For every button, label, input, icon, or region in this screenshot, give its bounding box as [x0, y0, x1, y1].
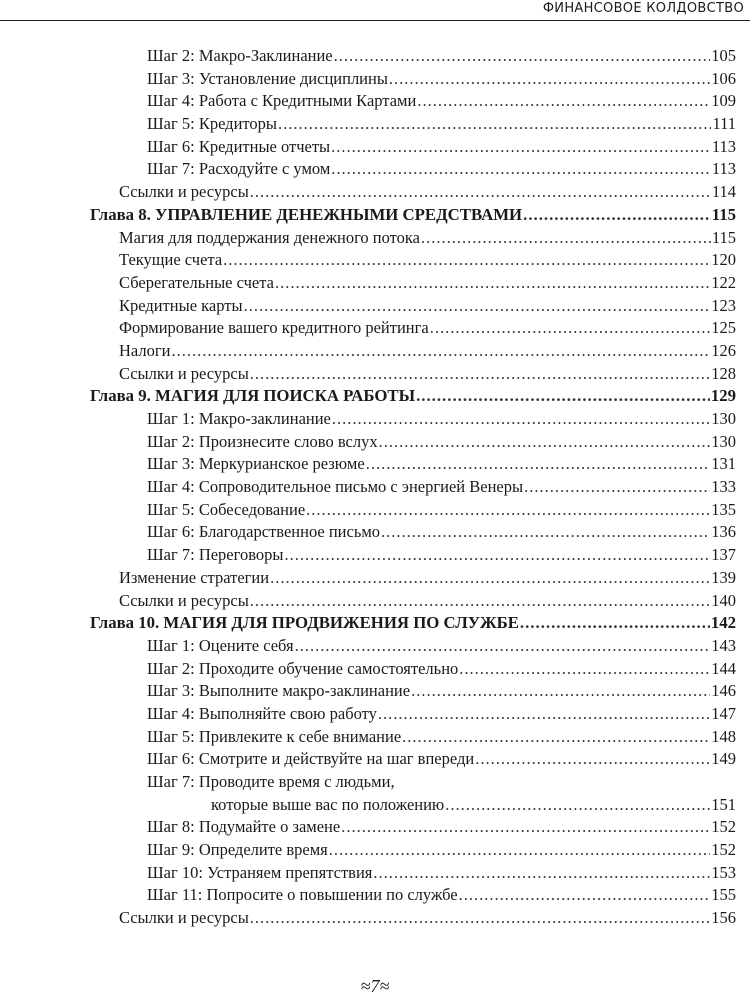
toc-entry-label: Шаг 9: Определите время	[147, 840, 328, 860]
dot-leader	[223, 249, 710, 272]
dot-leader	[244, 295, 711, 318]
dot-leader	[250, 363, 710, 386]
toc-entry-row	[0, 839, 750, 862]
toc-entry-row	[0, 544, 750, 567]
toc-entry-row	[0, 476, 750, 499]
toc-entry-row	[0, 726, 750, 749]
toc-entry-row	[0, 408, 750, 431]
toc-entry-row	[0, 680, 750, 703]
dot-leader	[270, 567, 710, 590]
dot-leader	[417, 90, 710, 113]
toc-page-number: 131	[711, 454, 736, 474]
toc-entry-label: Шаг 7: Расходуйте с умом	[147, 159, 331, 179]
toc-entry-label: Шаг 4: Сопроводительное письмо с энергией Венеры	[147, 477, 524, 497]
toc-page-number: 109	[711, 91, 736, 111]
dot-leader	[332, 408, 710, 431]
dot-leader	[373, 862, 710, 885]
toc-entry-label: Шаг 4: Работа с Кредитными Картами	[147, 91, 417, 111]
toc-entry-label: Шаг 3: Выполните макро-заклинание	[147, 681, 411, 701]
dot-leader	[331, 136, 711, 159]
toc-page-number: 122	[711, 272, 736, 292]
toc-page-number: 152	[711, 817, 736, 837]
dot-leader	[445, 794, 710, 817]
dot-leader	[430, 317, 711, 340]
dot-leader	[306, 499, 710, 522]
toc-entry-row	[0, 453, 750, 476]
toc-entry-row	[0, 113, 750, 136]
toc-page-number: 140	[711, 590, 736, 610]
toc-entry-label: Шаг 11: Попросите о повышении по службе	[147, 885, 458, 905]
toc-entry-label: Шаг 10: Устраняем препятствия	[147, 862, 373, 882]
toc-page-number: 113	[711, 136, 736, 156]
toc-entry-row	[0, 907, 750, 930]
toc-page-number: 146	[711, 681, 736, 701]
toc-entry-label: Кредитные карты	[119, 295, 243, 315]
toc-entry-label: Глава 9. МАГИЯ ДЛЯ ПОИСКА РАБОТЫ	[90, 386, 416, 406]
toc-page-number: 139	[711, 567, 736, 587]
toc-page-number: 135	[711, 499, 736, 519]
toc-page-number: 106	[711, 68, 736, 88]
toc-entry-row	[0, 68, 750, 91]
toc-entry-label: Магия для поддержания денежного потока	[119, 227, 420, 247]
dot-leader	[524, 476, 710, 499]
toc-entry-label: Формирование вашего кредитного рейтинга	[119, 318, 429, 338]
toc-entry-label: Глава 8. УПРАВЛЕНИЕ ДЕНЕЖНЫМИ СРЕДСТВАМИ	[90, 204, 523, 224]
toc-entry-row	[0, 363, 750, 386]
dot-leader	[378, 703, 710, 726]
toc-entry-row	[0, 431, 750, 454]
toc-entry-row	[0, 635, 750, 658]
toc-entry-row	[0, 862, 750, 885]
toc-entry-row	[0, 45, 750, 68]
toc-page-number: 130	[711, 431, 736, 451]
toc-entry-row	[0, 272, 750, 295]
dot-leader	[475, 748, 710, 771]
toc-entry-label: Текущие счета	[119, 250, 223, 270]
toc-entry-row	[0, 340, 750, 363]
toc-page-number: 113	[711, 159, 736, 179]
toc-entry-row	[0, 499, 750, 522]
dot-leader	[459, 884, 711, 907]
toc-entry-label: Шаг 4: Выполняйте свою работу	[147, 703, 377, 723]
toc-page-number: 149	[711, 749, 736, 769]
toc-page-number: 143	[711, 635, 736, 655]
toc-entry-label: Шаг 1: Оцените себя	[147, 635, 294, 655]
toc-chapter-row	[0, 385, 750, 408]
toc-page-number: 153	[711, 862, 736, 882]
toc-entry-label: Шаг 1: Макро-заклинание	[147, 409, 331, 428]
toc-entry-row	[0, 771, 750, 794]
toc-entry-row	[0, 249, 750, 272]
dot-leader	[523, 204, 711, 227]
toc-page-number: 155	[711, 885, 736, 905]
dot-leader	[416, 385, 710, 408]
dot-leader	[329, 839, 710, 862]
toc-entry-row	[0, 317, 750, 340]
toc-entry-label: Ссылки и ресурсы	[119, 908, 249, 928]
dot-leader	[379, 431, 711, 454]
dot-leader	[459, 658, 710, 681]
toc-page-number: 114	[711, 182, 736, 202]
toc-entry-label: Шаг 2: Макро-Заклинание	[147, 46, 333, 65]
toc-entry-row	[0, 658, 750, 681]
toc-entry-row	[0, 158, 750, 181]
toc-page-number: 147	[711, 703, 736, 723]
toc-page-number: 120	[711, 250, 736, 270]
table-of-contents	[0, 45, 750, 930]
toc-entry-label: Сберегательные счета	[119, 272, 274, 292]
toc-entry-label: которые выше вас по положению	[211, 794, 445, 814]
toc-page-number: 115	[711, 204, 736, 224]
toc-chapter-row	[0, 612, 750, 635]
dot-leader	[331, 158, 711, 181]
toc-page-number: 126	[711, 340, 736, 360]
dot-leader	[411, 680, 710, 703]
toc-page-number: 125	[711, 318, 736, 338]
dot-leader	[250, 181, 711, 204]
dot-leader	[295, 635, 711, 658]
toc-entry-label: Шаг 5: Кредиторы	[147, 114, 277, 134]
toc-chapter-row	[0, 204, 750, 227]
toc-entry-row	[0, 794, 750, 817]
toc-entry-label: Шаг 3: Установление дисциплины	[147, 68, 388, 88]
dot-leader	[250, 907, 710, 930]
toc-entry-label: Шаг 2: Произнесите слово вслух	[147, 431, 378, 451]
toc-page-number: 148	[711, 726, 736, 746]
toc-page-number: 137	[711, 545, 736, 565]
toc-entry-row	[0, 521, 750, 544]
toc-entry-row	[0, 703, 750, 726]
dot-leader	[520, 612, 710, 635]
toc-entry-label: Ссылки и ресурсы	[119, 363, 249, 383]
dot-leader	[421, 227, 711, 250]
toc-page-number: 151	[711, 794, 736, 814]
toc-entry-row	[0, 567, 750, 590]
toc-page-number: 129	[710, 386, 736, 406]
dot-leader	[341, 816, 710, 839]
toc-entry-row	[0, 295, 750, 318]
toc-page-number: 142	[710, 613, 736, 633]
toc-entry-label: Шаг 2: Проходите обучение самостоятельно	[147, 658, 459, 678]
toc-entry-label: Шаг 6: Благодарственное письмо	[147, 522, 381, 542]
toc-entry-label: Шаг 8: Подумайте о замене	[147, 817, 341, 837]
toc-entry-label: Шаг 6: Кредитные отчеты	[147, 136, 331, 156]
toc-entry-row	[0, 90, 750, 113]
header-rule	[0, 20, 750, 21]
toc-page-number: 115	[711, 227, 736, 247]
toc-entry-label: Шаг 3: Меркурианское резюме	[147, 454, 365, 474]
dot-leader	[171, 340, 710, 363]
toc-entry-label: Шаг 7: Переговоры	[147, 545, 284, 565]
toc-entry-label: Ссылки и ресурсы	[119, 182, 249, 202]
toc-entry-label: Налоги	[119, 340, 171, 360]
dot-leader	[366, 453, 711, 476]
toc-entry-label: Шаг 5: Привлеките к себе внимание	[147, 726, 402, 746]
toc-page-number: 133	[711, 477, 736, 497]
dot-leader	[285, 544, 711, 567]
toc-entry-row	[0, 884, 750, 907]
toc-page-number: 156	[711, 908, 736, 928]
toc-entry-label: Глава 10. МАГИЯ ДЛЯ ПРОДВИЖЕНИЯ ПО СЛУЖБЕ	[90, 613, 519, 633]
toc-page-number: 105	[711, 46, 736, 65]
toc-entry-label: Шаг 5: Собеседование	[147, 499, 306, 519]
dot-leader	[334, 45, 711, 68]
toc-page-number: 130	[711, 409, 736, 428]
dot-leader	[381, 521, 710, 544]
toc-entry-row	[0, 227, 750, 250]
toc-page-number: 144	[711, 658, 736, 678]
running-head: ФИНАНСОВОЕ КОЛДОВСТВО	[537, 1, 744, 16]
toc-entry-row	[0, 816, 750, 839]
dot-leader	[250, 590, 710, 613]
toc-page-number: 128	[711, 363, 736, 383]
toc-page-number: 152	[711, 840, 736, 860]
toc-page-number: 111	[712, 114, 736, 134]
toc-entry-row	[0, 590, 750, 613]
dot-leader	[389, 68, 710, 91]
toc-entry-label: Шаг 7: Проводите время с людьми,	[147, 772, 395, 791]
dot-leader	[278, 113, 711, 136]
toc-entry-label: Ссылки и ресурсы	[119, 590, 249, 610]
toc-entry-row	[0, 748, 750, 771]
dot-leader	[275, 272, 710, 295]
toc-entry-label: Изменение стратегии	[119, 567, 270, 587]
page-number: ≈7≈	[360, 976, 390, 996]
toc-entry-row	[0, 181, 750, 204]
toc-page-number: 136	[711, 522, 736, 542]
toc-page-number: 123	[711, 295, 736, 315]
dot-leader	[402, 726, 710, 749]
toc-entry-label: Шаг 6: Смотрите и действуйте на шаг впереди	[147, 749, 475, 769]
toc-entry-row	[0, 136, 750, 159]
